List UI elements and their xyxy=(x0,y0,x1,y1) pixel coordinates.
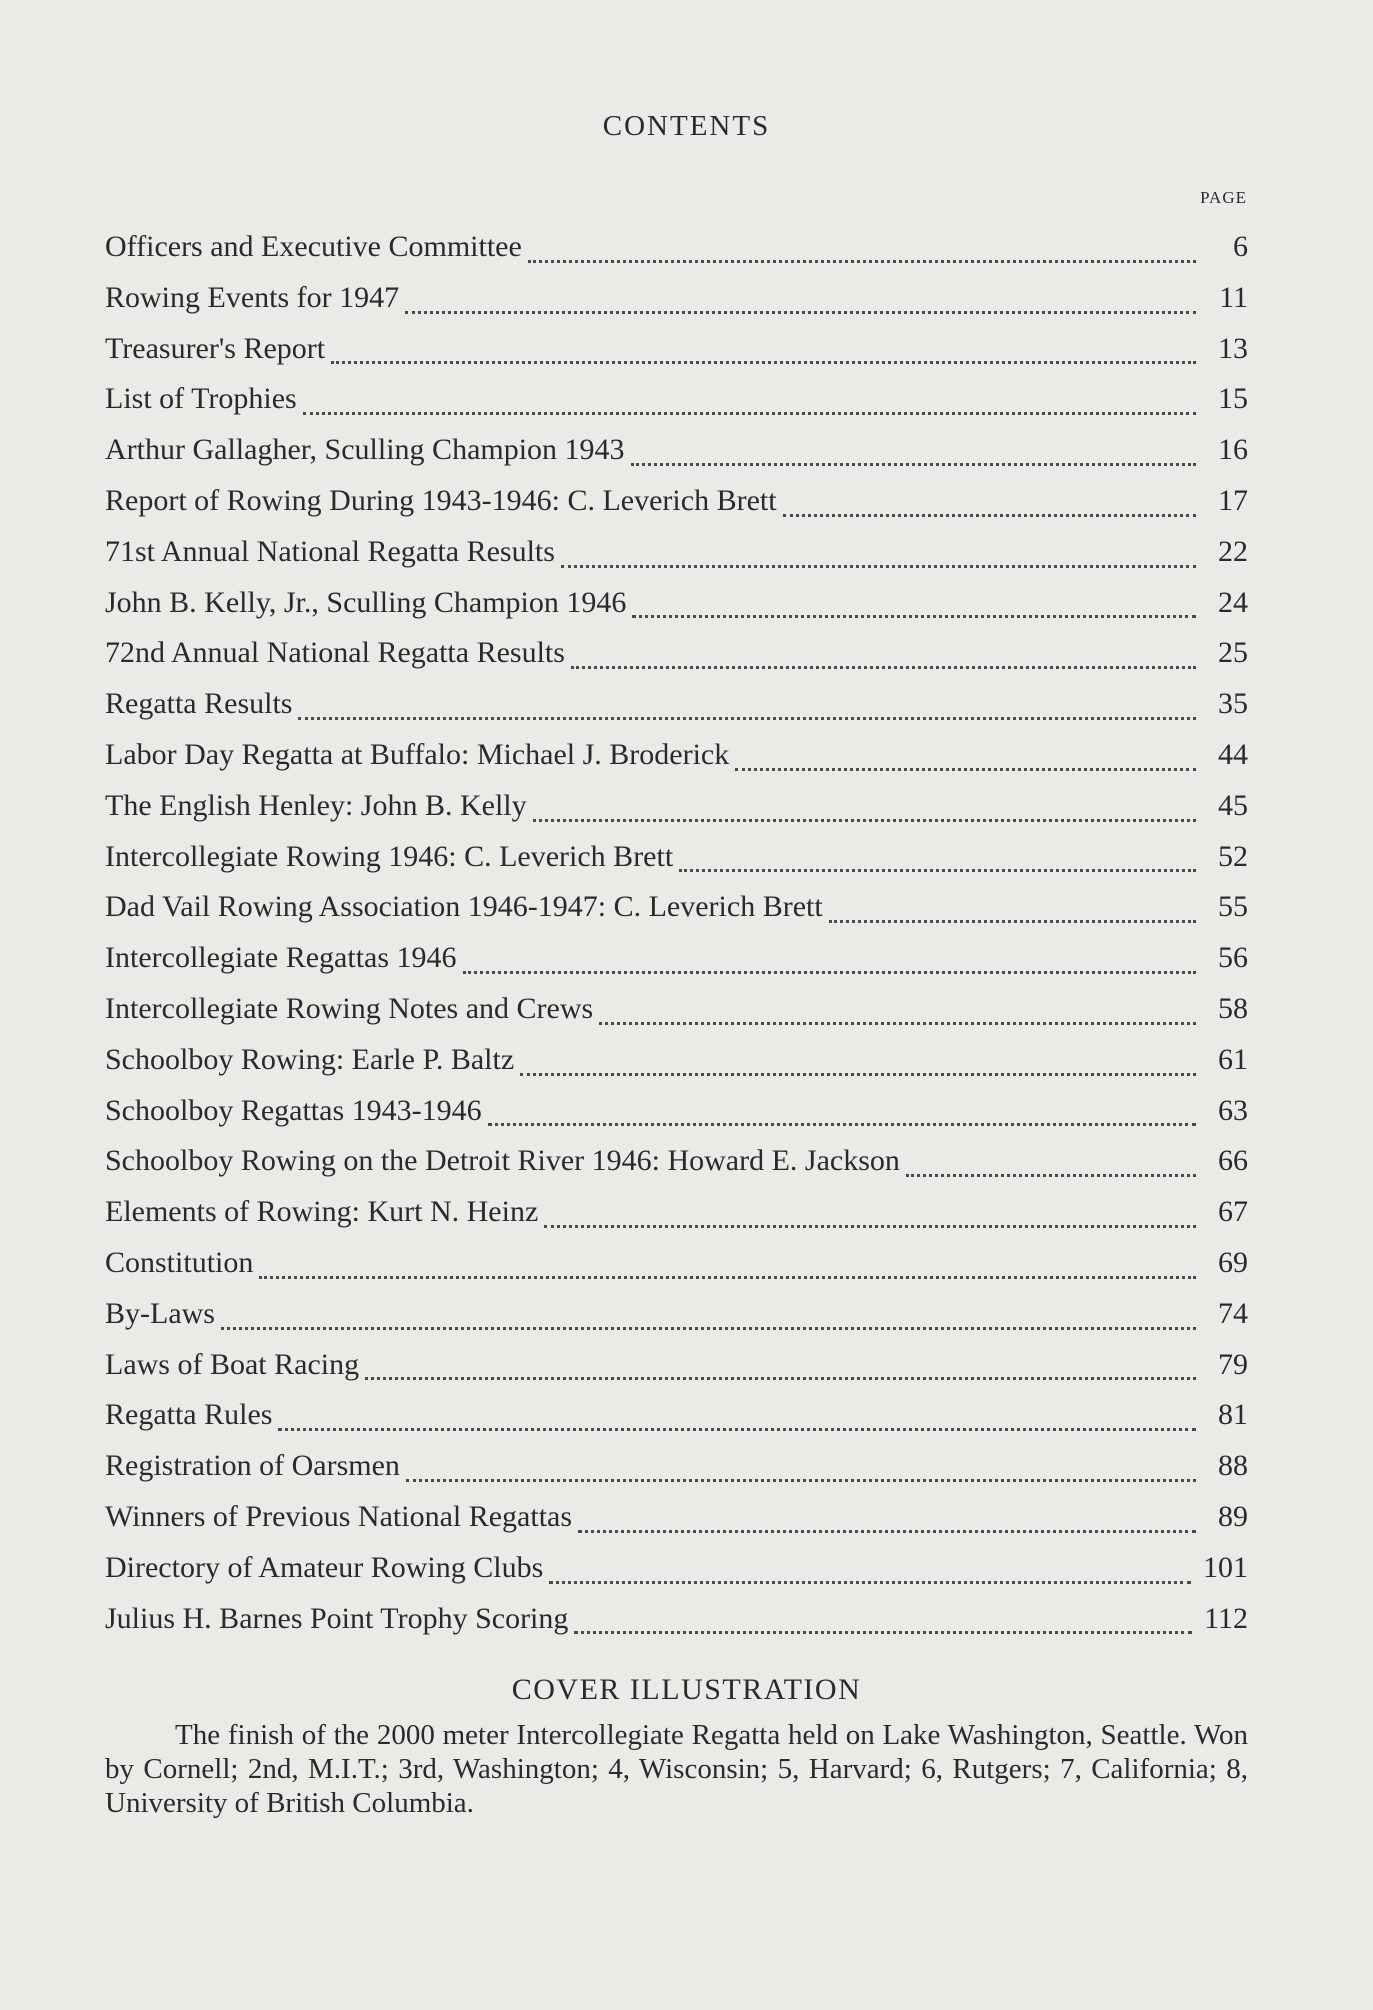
toc-entry xyxy=(105,586,1248,637)
toc-entry xyxy=(105,1195,1248,1246)
dot-leader xyxy=(906,1173,1196,1177)
dot-leader xyxy=(578,1529,1196,1533)
dot-leader xyxy=(571,665,1196,669)
dot-leader xyxy=(406,1478,1196,1482)
dot-leader xyxy=(829,919,1196,923)
page-column-header: PAGE xyxy=(1200,188,1247,207)
toc-entry-label: Labor Day Regatta at Buffalo: Michael J. Broderick xyxy=(105,737,730,771)
dot-leader xyxy=(574,1630,1192,1634)
toc-entry-page: 74 xyxy=(1218,1296,1248,1330)
toc-entry-label: Intercollegiate Rowing Notes and Crews xyxy=(105,991,594,1025)
toc-entry-page: 15 xyxy=(1218,382,1248,416)
dot-leader xyxy=(549,1580,1191,1584)
toc-entry xyxy=(105,1246,1248,1297)
toc-entry-label: Rowing Events for 1947 xyxy=(105,280,400,314)
dot-leader xyxy=(735,767,1196,771)
toc-entry-label: Schoolboy Rowing: Earle P. Baltz xyxy=(105,1042,515,1076)
toc-entry xyxy=(105,1043,1248,1094)
dot-leader xyxy=(544,1224,1196,1228)
dot-leader xyxy=(632,614,1196,618)
toc-entry-label: Constitution xyxy=(105,1245,254,1279)
toc-entry-page: 45 xyxy=(1218,788,1248,822)
toc-entry-page: 13 xyxy=(1218,331,1248,365)
toc-entry xyxy=(105,687,1248,738)
toc-entry-page: 101 xyxy=(1203,1550,1248,1584)
dot-leader xyxy=(259,1275,1196,1279)
toc-entry-label: Officers and Executive Committee xyxy=(105,230,522,263)
dot-leader xyxy=(365,1376,1196,1380)
toc-entry xyxy=(105,230,1248,281)
toc-entry xyxy=(105,1449,1248,1500)
toc-entry-page: 79 xyxy=(1218,1347,1248,1381)
toc-entry-page: 6 xyxy=(1233,230,1248,263)
toc-entry-page: 17 xyxy=(1218,483,1248,517)
toc-entry xyxy=(105,992,1248,1043)
toc-entry-page: 66 xyxy=(1218,1144,1248,1178)
toc-entry-label: Report of Rowing During 1943-1946: C. Leverich Brett xyxy=(105,483,777,517)
toc-entry-page: 55 xyxy=(1218,890,1248,924)
toc-entry xyxy=(105,738,1248,789)
dot-leader xyxy=(298,716,1196,720)
toc-entry xyxy=(105,1094,1248,1145)
toc-entry xyxy=(105,1297,1248,1348)
toc-entry-label: Winners of Previous National Regattas xyxy=(105,1499,573,1533)
toc-entry xyxy=(105,840,1248,891)
toc-entry xyxy=(105,1348,1248,1399)
dot-leader xyxy=(631,462,1196,466)
toc-entry-label: Intercollegiate Rowing 1946: C. Leverich Brett xyxy=(105,839,674,873)
toc-entry-page: 16 xyxy=(1218,433,1248,467)
toc-entry-page: 89 xyxy=(1218,1499,1248,1533)
toc-entry xyxy=(105,789,1248,840)
toc-entry xyxy=(105,890,1248,941)
toc-entry xyxy=(105,433,1248,484)
cover-illustration-heading: COVER ILLUSTRATION xyxy=(511,1673,862,1706)
toc-entry-label: 72nd Annual National Regatta Results xyxy=(105,636,565,670)
toc-entry-label: Registration of Oarsmen xyxy=(105,1449,400,1483)
dot-leader xyxy=(599,1021,1196,1025)
dot-leader xyxy=(533,818,1196,822)
dot-leader xyxy=(520,1072,1196,1076)
table-of-contents xyxy=(105,230,1248,1652)
dot-leader xyxy=(221,1326,1196,1330)
toc-entry-page: 35 xyxy=(1218,687,1248,721)
toc-entry xyxy=(105,535,1248,586)
toc-entry-page: 56 xyxy=(1218,941,1248,975)
toc-entry-label: Dad Vail Rowing Association 1946-1947: C. Leverich Brett xyxy=(105,890,823,924)
dot-leader xyxy=(783,513,1196,517)
dot-leader xyxy=(528,259,1196,263)
dot-leader xyxy=(679,868,1196,872)
toc-entry-label: By-Laws xyxy=(105,1296,215,1330)
toc-entry-label: List of Trophies xyxy=(105,382,297,416)
toc-entry-label: Elements of Rowing: Kurt N. Heinz xyxy=(105,1195,539,1229)
toc-entry-page: 24 xyxy=(1218,585,1248,619)
toc-entry-label: Intercollegiate Regattas 1946 xyxy=(105,941,457,975)
toc-entry-label: The English Henley: John B. Kelly xyxy=(105,788,527,822)
toc-entry xyxy=(105,1398,1248,1449)
toc-entry-page: 58 xyxy=(1218,991,1248,1025)
toc-entry xyxy=(105,636,1248,687)
dot-leader xyxy=(488,1122,1196,1126)
dot-leader xyxy=(405,310,1196,314)
cover-illustration-caption: The finish of the 2000 meter Intercollegiate Regatta held on Lake Washington, Seattle. Won by Cornell; 2nd, M.I.T.; 3rd, Washington; 4, Wisconsin; 5, Harvard; 6, Rutgers; 7, California; 8, University of British Columbia. xyxy=(105,1719,1248,1819)
toc-entry-label: 71st Annual National Regatta Results xyxy=(105,534,555,568)
toc-entry-label: Arthur Gallagher, Sculling Champion 1943 xyxy=(105,433,625,467)
dot-leader xyxy=(331,360,1196,364)
toc-entry-page: 22 xyxy=(1218,534,1248,568)
toc-entry-label: Julius H. Barnes Point Trophy Scoring xyxy=(105,1601,569,1635)
toc-entry-label: John B. Kelly, Jr., Sculling Champion 1946 xyxy=(105,585,627,619)
toc-entry xyxy=(105,1144,1248,1195)
toc-entry-label: Schoolboy Rowing on the Detroit River 1946: Howard E. Jackson xyxy=(105,1144,900,1178)
toc-entry-page: 25 xyxy=(1218,636,1248,670)
toc-entry-page: 11 xyxy=(1219,280,1248,314)
toc-entry-label: Schoolboy Regattas 1943-1946 xyxy=(105,1093,482,1127)
toc-entry-page: 67 xyxy=(1218,1195,1248,1229)
toc-entry xyxy=(105,1602,1248,1653)
toc-entry xyxy=(105,1500,1248,1551)
toc-entry-page: 81 xyxy=(1218,1398,1248,1432)
toc-entry-label: Laws of Boat Racing xyxy=(105,1347,360,1381)
toc-entry xyxy=(105,484,1248,535)
dot-leader xyxy=(303,411,1196,415)
toc-entry xyxy=(105,281,1248,332)
dot-leader xyxy=(278,1427,1196,1431)
toc-entry-page: 44 xyxy=(1218,737,1248,771)
toc-entry-label: Treasurer's Report xyxy=(105,331,326,365)
toc-entry xyxy=(105,332,1248,383)
toc-entry-page: 112 xyxy=(1204,1601,1248,1635)
toc-entry xyxy=(105,1551,1248,1602)
toc-entry-label: Regatta Results xyxy=(105,687,293,721)
contents-title: CONTENTS xyxy=(602,110,771,142)
toc-entry-page: 69 xyxy=(1218,1245,1248,1279)
toc-entry-label: Directory of Amateur Rowing Clubs xyxy=(105,1550,544,1584)
toc-entry xyxy=(105,382,1248,433)
dot-leader xyxy=(561,564,1196,568)
toc-entry-page: 63 xyxy=(1218,1093,1248,1127)
toc-entry-page: 88 xyxy=(1218,1449,1248,1483)
toc-entry-page: 61 xyxy=(1218,1042,1248,1076)
dot-leader xyxy=(463,970,1196,974)
toc-entry xyxy=(105,941,1248,992)
toc-entry-page: 52 xyxy=(1218,839,1248,873)
toc-entry-label: Regatta Rules xyxy=(105,1398,273,1432)
